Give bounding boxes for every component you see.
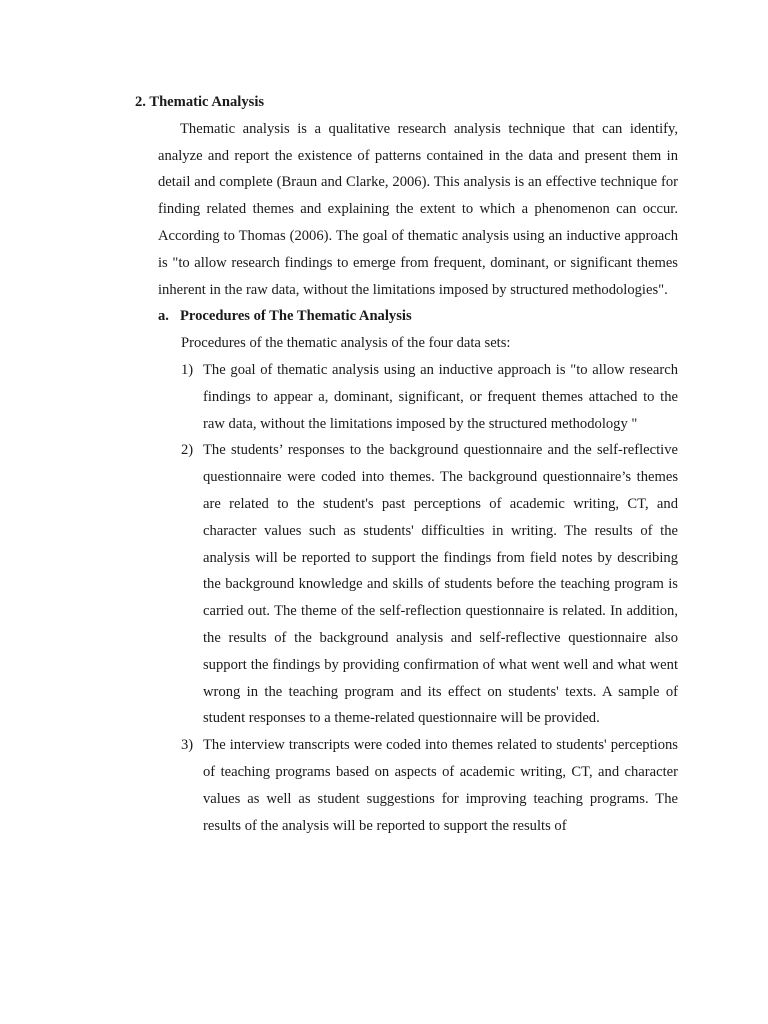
list-item-number: 3): [181, 737, 194, 754]
list-item-text: The students’ responses to the background questionnaire and the self-reflective questionnaire were coded into themes. The background questionnaire’s themes are related to the student's past perceptions of academic writing, CT, and character values such as students' difficulties in writing. The results of the analysis will be reported to support the findings from field notes by describing the background knowledge and skills of students before the teaching program is carried out. The theme of the self-reflection questionnaire is related. In addition, the results of the background analysis and self-reflective questionnaire also support the findings by providing confirmation of what went well and what went wrong in the teaching program and its effect on students' texts. A sample of student responses to a theme-related questionnaire will be provided.: [203, 442, 678, 727]
subsection-heading-line: [158, 303, 768, 330]
list-item-text: The goal of thematic analysis using an inductive approach is "to allow research findings to appear a, dominant, significant, or frequent themes attached to the raw data, without the limitations imposed by the structured methodology ": [203, 361, 678, 432]
list-item-number: 1): [181, 361, 194, 378]
procedure-list: [0, 357, 768, 839]
subsection-marker: a.: [158, 308, 169, 325]
list-item: [181, 732, 678, 839]
subsection-heading: Procedures of The Thematic Analysis: [180, 308, 412, 325]
list-item: [181, 437, 678, 732]
section-paragraph: Thematic analysis is a qualitative research analysis technique that can identify, analyze and report the existence of patterns contained in the data and present them in detail and complete (Braun and Clarke, 2006). This analysis is an effective technique for finding related themes and explaining the extent to which a phenomenon can occur. According to Thomas (2006). The goal of thematic analysis using an inductive approach is "to allow research findings to emerge from frequent, dominant, or significant themes inherent in the raw data, without the limitations imposed by structured methodologies".: [158, 120, 678, 298]
list-item-number: 2): [181, 442, 194, 459]
list-item-text: The interview transcripts were coded into themes related to students' perceptions of teaching programs based on aspects of academic writing, CT, and character values as well as student suggestions for improving teaching programs. The results of the analysis will be reported to support the results of: [203, 737, 678, 834]
list-item: [181, 357, 678, 437]
section-heading: 2. Thematic Analysis: [135, 94, 265, 110]
subsection-intro: Procedures of the thematic analysis of the four data sets:: [181, 335, 511, 352]
